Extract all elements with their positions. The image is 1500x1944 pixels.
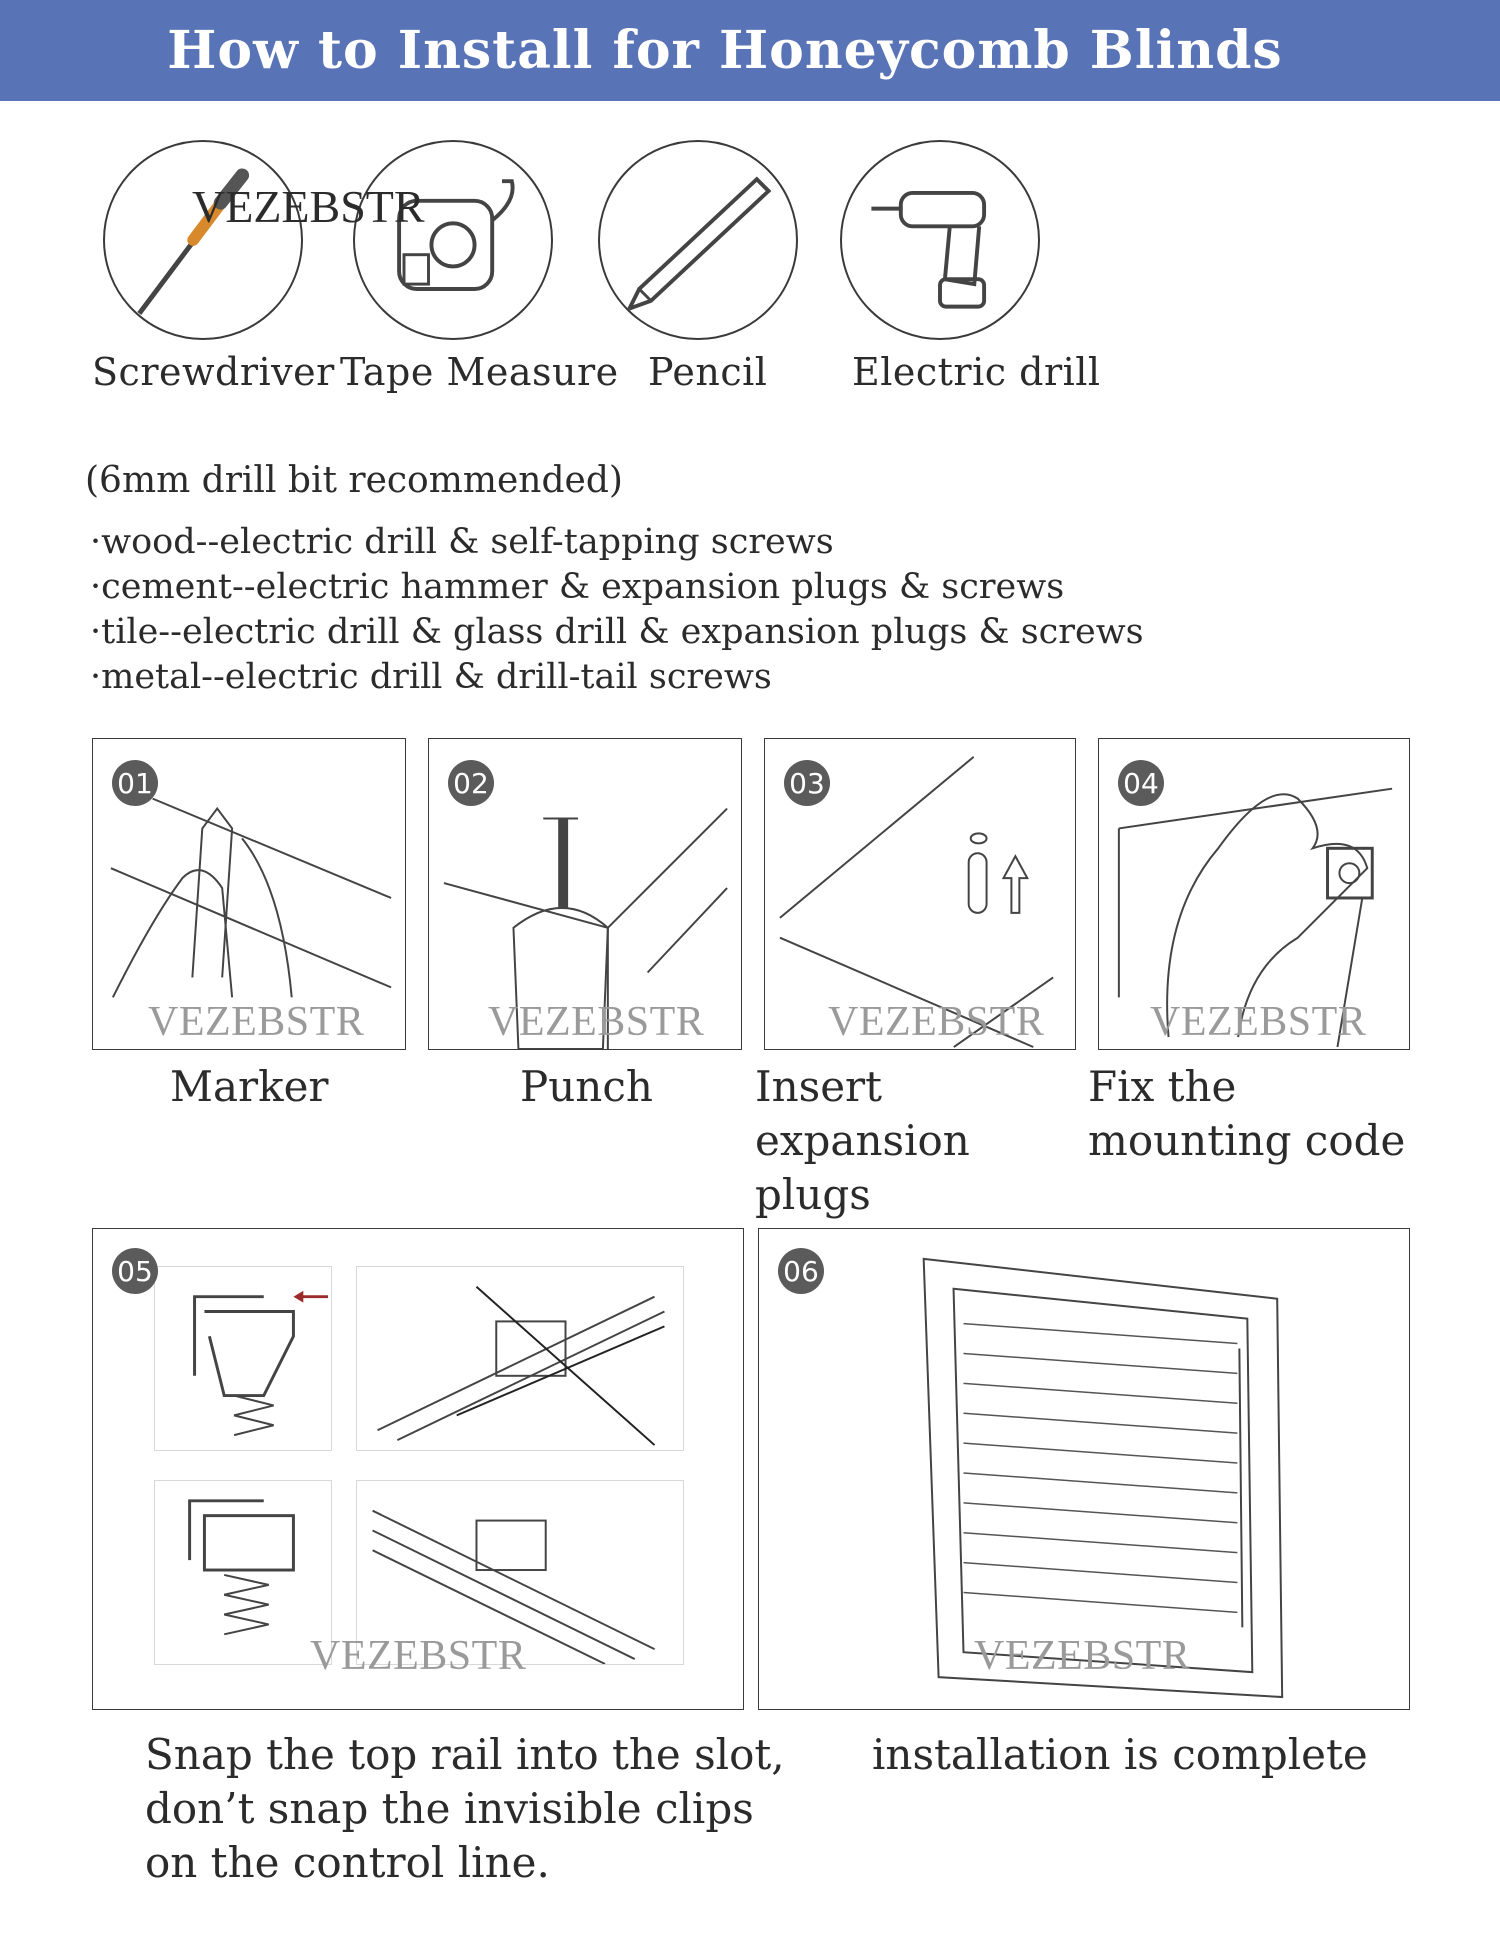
tool-label-pencil: Pencil bbox=[648, 350, 768, 394]
brand-watermark: VEZEBSTR bbox=[148, 999, 365, 1045]
list-item: ·metal--electric drill & drill-tail screws bbox=[90, 657, 772, 697]
step-number-badge: 06 bbox=[778, 1248, 824, 1294]
brand-watermark: VEZEBSTR bbox=[974, 1633, 1191, 1679]
rail-clip-panel bbox=[356, 1266, 684, 1451]
screwdriver-icon bbox=[103, 140, 303, 340]
tape-measure-icon bbox=[353, 140, 553, 340]
step-03-caption: Insert expansion plugs bbox=[755, 1062, 970, 1219]
page-title: How to Install for Honeycomb Blinds bbox=[167, 20, 1283, 81]
materials-list bbox=[90, 520, 1144, 700]
tool-label-tape-measure: Tape Measure bbox=[340, 350, 619, 394]
step-number-badge: 01 bbox=[112, 760, 158, 806]
list-item: ·cement--electric hammer & expansion plugs & screws bbox=[90, 567, 1065, 607]
list-item: ·tile--electric drill & glass drill & expansion plugs & screws bbox=[90, 612, 1144, 652]
step-number-badge: 03 bbox=[784, 760, 830, 806]
rail-snap-panel bbox=[154, 1480, 332, 1665]
pencil-icon bbox=[598, 140, 798, 340]
step-06-caption: installation is complete bbox=[872, 1730, 1368, 1779]
step-01-caption: Marker bbox=[170, 1062, 329, 1111]
caption-line: don’t snap the invisible clips bbox=[145, 1784, 754, 1833]
brand-watermark: VEZEBSTR bbox=[192, 181, 425, 232]
caption-line: on the control line. bbox=[145, 1838, 550, 1887]
caption-line: Snap the top rail into the slot, bbox=[145, 1730, 785, 1779]
step-04-caption: Fix the mounting code bbox=[1088, 1062, 1406, 1165]
brand-watermark: VEZEBSTR bbox=[488, 999, 705, 1045]
brand-watermark: VEZEBSTR bbox=[828, 999, 1045, 1045]
tool-label-screwdriver: Screwdriver bbox=[92, 350, 335, 394]
page-header bbox=[0, 0, 1500, 101]
list-item: ·wood--electric drill & self-tapping screws bbox=[90, 522, 834, 562]
brand-watermark: VEZEBSTR bbox=[1150, 999, 1367, 1045]
brand-watermark: VEZEBSTR bbox=[310, 1633, 527, 1679]
step-number-badge: 05 bbox=[112, 1248, 158, 1294]
step-number-badge: 04 bbox=[1118, 760, 1164, 806]
rail-detail-panel bbox=[154, 1266, 332, 1451]
step-05-caption bbox=[145, 1728, 785, 1890]
step-number-badge: 02 bbox=[448, 760, 494, 806]
tool-label-electric-drill: Electric drill bbox=[852, 350, 1101, 394]
electric-drill-icon bbox=[840, 140, 1040, 340]
drill-bit-note: (6mm drill bit recommended) bbox=[85, 460, 623, 501]
step-02-caption: Punch bbox=[520, 1062, 653, 1111]
